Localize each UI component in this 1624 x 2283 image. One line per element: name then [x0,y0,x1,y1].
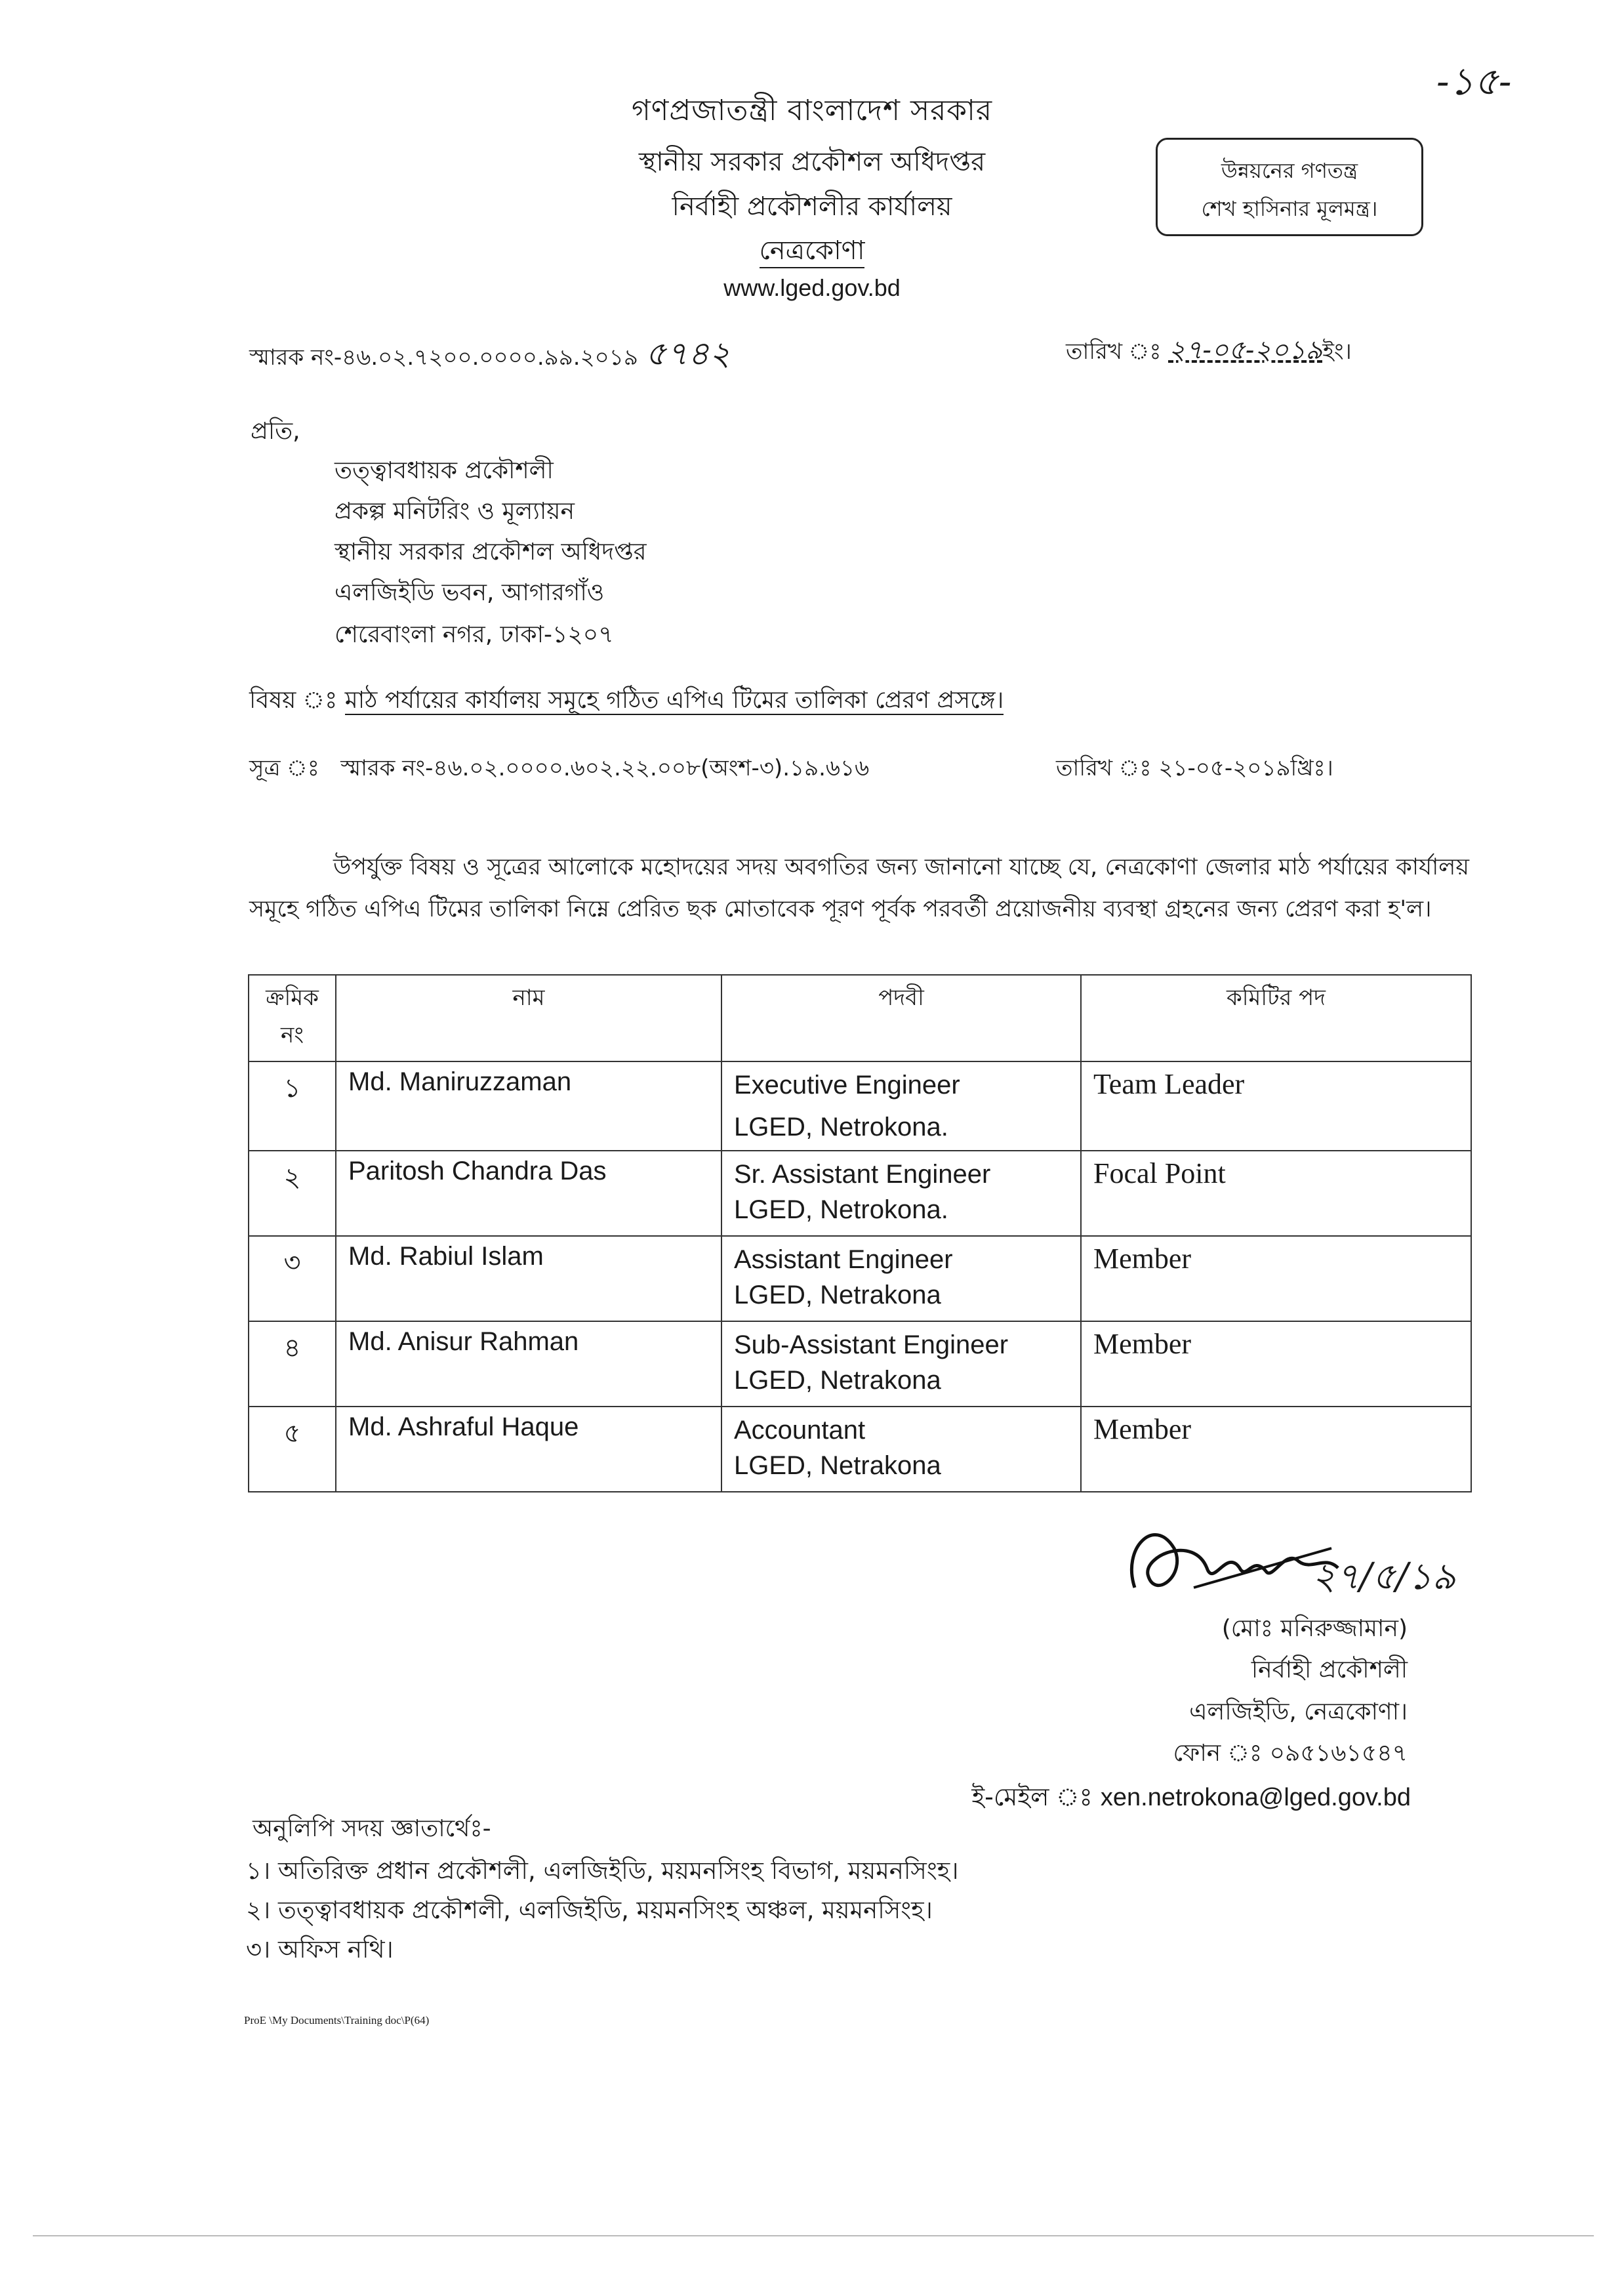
cell-role: Member [1081,1407,1471,1492]
website-link[interactable]: www.lged.gov.bd [723,274,901,301]
designation-title: Assistant Engineer [734,1245,953,1274]
cell-role: Member [1081,1321,1471,1407]
slogan-box [1156,138,1423,236]
cell-designation [721,1061,1081,1151]
table-row [249,1061,1471,1151]
designation-office: LGED, Netrakona [734,1366,941,1395]
cell-name: Md. Ashraful Haque [336,1407,721,1492]
government-title: গণপ্রজাতন্ত্রী বাংলাদেশ সরকার [631,94,993,127]
email-label: ই-মেইল ঃ [971,1782,1093,1811]
cell-serial: ৩ [249,1236,336,1321]
cell-serial: ৫ [249,1407,336,1492]
table-row [249,1407,1471,1492]
header-designation: পদবী [721,975,1081,1061]
header-name: নাম [336,975,721,1061]
signatory-title: নির্বাহী প্রকৌশলী [1251,1656,1408,1683]
table-row [249,1236,1471,1321]
signatory-email [971,1778,1411,1820]
cell-serial: ৪ [249,1321,336,1407]
signature-date: ২৭/৫/১৯ [1312,1555,1456,1598]
body-paragraph: উপর্যুক্ত বিষয় ও সূত্রের আলোকে মহোদয়ের সদয় অবগতির জন্য জানানো যাচ্ছে যে, নেত্রকোণা জেলার মাঠ পর্যায়ের কার্যালয় সমূহে গঠিত এপিএ টিমের তালিকা নিম্নে প্রেরিত ছক মোতাবেক পূরণ পূর্বক পরবর্তী প্রয়োজনীয় ব্যবস্থা গ্রহনের জন্য প্রেরণ করা হ'ল। [249,854,1469,922]
subject-line [249,682,1004,722]
cell-name: Md. Anisur Rahman [336,1321,721,1407]
memo-date [1066,329,1352,373]
signatory-name: (মোঃ মনিরুজ্জামান) [1221,1615,1408,1642]
designation-title: Accountant [734,1416,866,1445]
department-name: স্থানীয় সরকার প্রকৌশল অধিদপ্তর [638,147,986,177]
cell-serial: ১ [249,1061,336,1151]
date-handwritten: ২৭-০৫-২০১৯ [1168,335,1323,365]
date-suffix: ইং। [1322,339,1352,365]
designation-office: LGED, Netrakona [734,1451,941,1480]
designation-office: LGED, Netrokona. [734,1195,948,1224]
subject-label: বিষয় ঃ [249,687,338,714]
file-path: ProE \My Documents\Training doc\P(64) [244,2014,430,2026]
recipient-line: তত্ত্বাবধায়ক প্রকৌশলী [335,457,554,484]
cell-role: Focal Point [1081,1151,1471,1236]
header-serial: ক্রমিক নং [249,975,336,1061]
memo-label: স্মারক নং-৪৬.০২.৭২০০.০০০০.৯৯.২০১৯ [249,344,638,371]
table-header-row [249,975,1471,1061]
designation-title: Sr. Assistant Engineer [734,1160,991,1189]
reference-text: স্মারক নং-৪৬.০২.০০০০.৬০২.২২.০০৮(অংশ-৩).১৯.৬১৬ [340,755,870,781]
cell-designation [721,1407,1081,1492]
cell-designation [721,1321,1081,1407]
copy-item: ২। তত্ত্বাবধায়ক প্রকৌশলী, এলজিইডি, ময়মনসিংহ অঞ্চল, ময়মনসিংহ। [246,1896,933,1924]
reference-label: সূত্র ঃ [249,755,319,781]
office-name: নির্বাহী প্রকৌশলীর কার্যালয় [672,192,952,222]
slogan-line-2: শেখ হাসিনার মূলমন্ত্র। [1201,196,1378,221]
signatory-office: এলজিইডি, নেত্রকোণা। [1189,1698,1408,1725]
email-address[interactable]: xen.netrokona@lged.gov.bd [1100,1784,1411,1811]
copy-item: ৩। অফিস নথি। [246,1935,394,1964]
cell-role: Member [1081,1236,1471,1321]
bottom-divider [33,2235,1594,2236]
cell-designation [721,1151,1081,1236]
subject-text: মাঠ পর্যায়ের কার্যালয় সমূহে গঠিত এপিএ টিমের তালিকা প্রেরণ প্রসঙ্গে। [344,687,1004,714]
cell-role: Team Leader [1081,1061,1471,1151]
designation-office: LGED, Netrakona [734,1281,941,1309]
slogan-line-1: উন্নয়নের গণতন্ত্র [1221,158,1358,183]
apa-team-table [248,974,1472,1492]
recipient-line: এলজিইডি ভবন, আগারগাঁও [335,579,605,606]
district-name: নেত্রকোণা [0,230,1624,274]
copy-item: ১। অতিরিক্ত প্রধান প্রকৌশলী, এলজিইডি, ময়মনসিংহ বিভাগ, ময়মনসিংহ। [246,1857,959,1885]
reference-date: তারিখ ঃ ২১-০৫-২০১৯খ্রিঃ। [1056,755,1333,781]
recipient-line: শেরেবাংলা নগর, ঢাকা-১২০৭ [335,621,614,648]
recipient-to-label: প্রতি, [251,418,300,445]
cell-name: Md. Maniruzzaman [336,1061,721,1151]
date-label: তারিখ ঃ [1066,339,1162,365]
designation-title: Sub-Assistant Engineer [734,1330,1009,1359]
copy-heading: অনুলিপি সদয় জ্ঞাতার্থেঃ- [253,1815,491,1842]
designation-office: LGED, Netrokona. [734,1113,948,1142]
header-role: কমিটির পদ [1081,975,1471,1061]
recipient-line: প্রকল্প মনিটরিং ও মূল্যায়ন [335,498,575,525]
cell-serial: ২ [249,1151,336,1236]
memo-number [249,329,731,384]
page-number: -১৫- [1436,59,1512,104]
memo-handwritten-number: ৫৭৪২ [645,335,731,373]
recipient-line: স্থানীয় সরকার প্রকৌশল অধিদপ্তর [335,539,647,566]
reference-line [249,751,869,789]
designation-title: Executive Engineer [734,1071,960,1100]
table-row [249,1151,1471,1236]
signatory-phone: ফোন ঃ ০৯৫১৬১৫৪৭ [1173,1740,1408,1767]
cell-designation [721,1236,1081,1321]
cell-name: Md. Rabiul Islam [336,1236,721,1321]
cell-name: Paritosh Chandra Das [336,1151,721,1236]
table-row [249,1321,1471,1407]
